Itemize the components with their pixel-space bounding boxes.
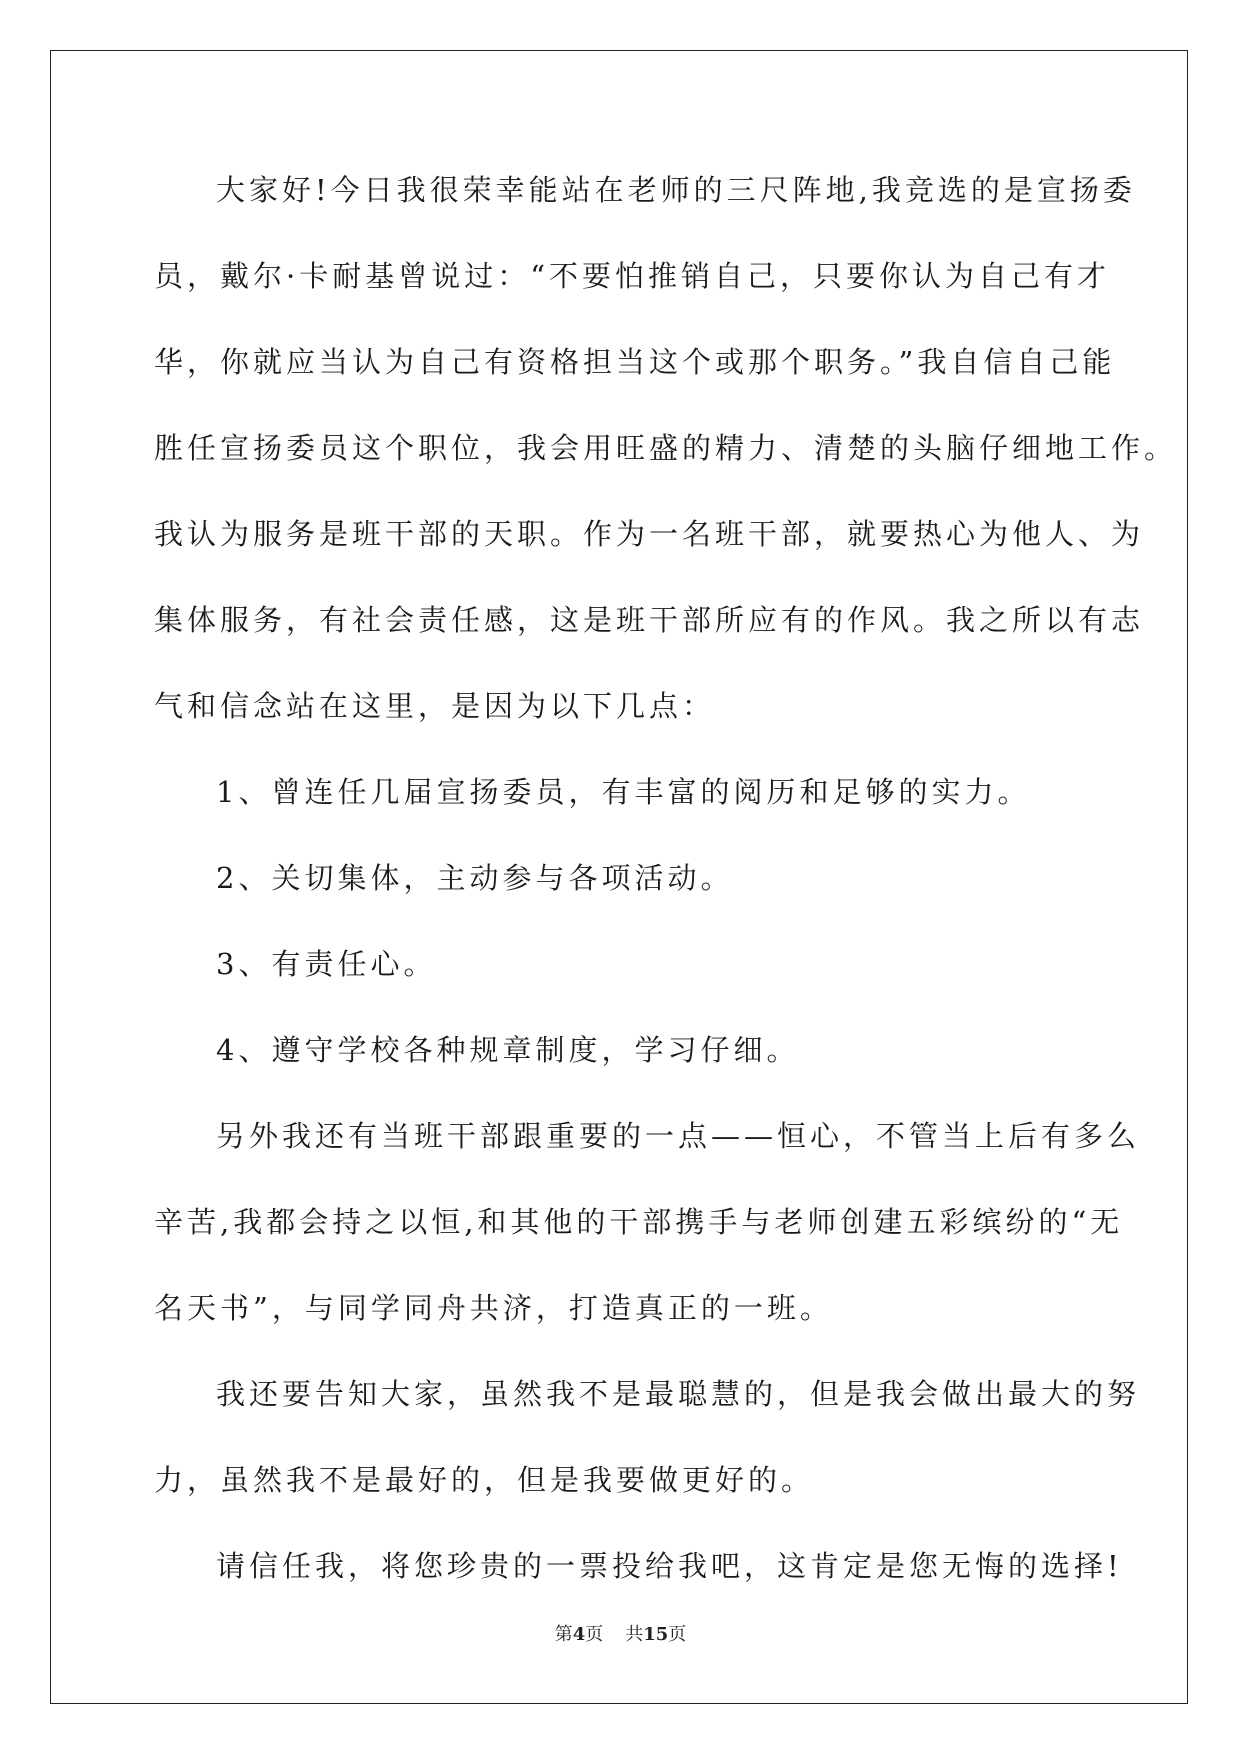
document-body	[154, 157, 1178, 1619]
page-footer	[0, 1620, 1241, 1646]
paragraph-line: 另外我还有当班干部跟重要的一点——恒心，不管当上后有多么	[216, 1119, 1141, 1153]
paragraph-line: 我认为服务是班干部的天职。作为一名班干部，就要热心为他人、为	[154, 517, 1145, 551]
list-item: 2、关切集体，主动参与各项活动。	[216, 861, 734, 895]
total-unit: 页	[668, 1624, 687, 1645]
paragraph-line: 名天书”，与同学同舟共济，打造真正的一班。	[154, 1291, 833, 1325]
paragraph-line: 气和信念站在这里，是因为以下几点：	[154, 689, 716, 723]
page-current: 4	[572, 1624, 586, 1645]
paragraph-line: 胜任宣扬委员这个职位，我会用旺盛的精力、清楚的头脑仔细地工作。	[154, 431, 1178, 465]
paragraph-line: 大家好!今日我很荣幸能站在老师的三尺阵地,我竞选的是宣扬委	[216, 173, 1136, 207]
paragraph-line: 集体服务，有社会责任感，这是班干部所应有的作风。我之所以有志	[154, 603, 1145, 637]
paragraph-line: 请信任我，将您珍贵的一票投给我吧，这肯定是您无悔的选择!	[216, 1549, 1123, 1583]
paragraph-line: 员，戴尔·卡耐基曾说过：“不要怕推销自己，只要你认为自己有才	[154, 259, 1111, 293]
page-total: 15	[643, 1624, 669, 1645]
paragraph-line: 我还要告知大家，虽然我不是最聪慧的，但是我会做出最大的努	[216, 1377, 1141, 1411]
list-item: 3、有责任心。	[216, 947, 437, 981]
paragraph-line: 力，虽然我不是最好的，但是我要做更好的。	[154, 1463, 815, 1497]
paragraph-line: 辛苦,我都会持之以恒,和其他的干部携手与老师创建五彩缤纷的“无	[154, 1205, 1124, 1239]
list-item: 4、遵守学校各种规章制度，学习仔细。	[216, 1033, 800, 1067]
list-item: 1、曾连任几届宣扬委员，有丰富的阅历和足够的实力。	[216, 775, 1031, 809]
page-prefix: 第	[554, 1624, 573, 1645]
paragraph-line: 华，你就应当认为自己有资格担当这个或那个职务。”我自信自己能	[154, 345, 1116, 379]
page-unit: 页	[585, 1624, 604, 1645]
total-prefix: 共	[625, 1624, 644, 1645]
